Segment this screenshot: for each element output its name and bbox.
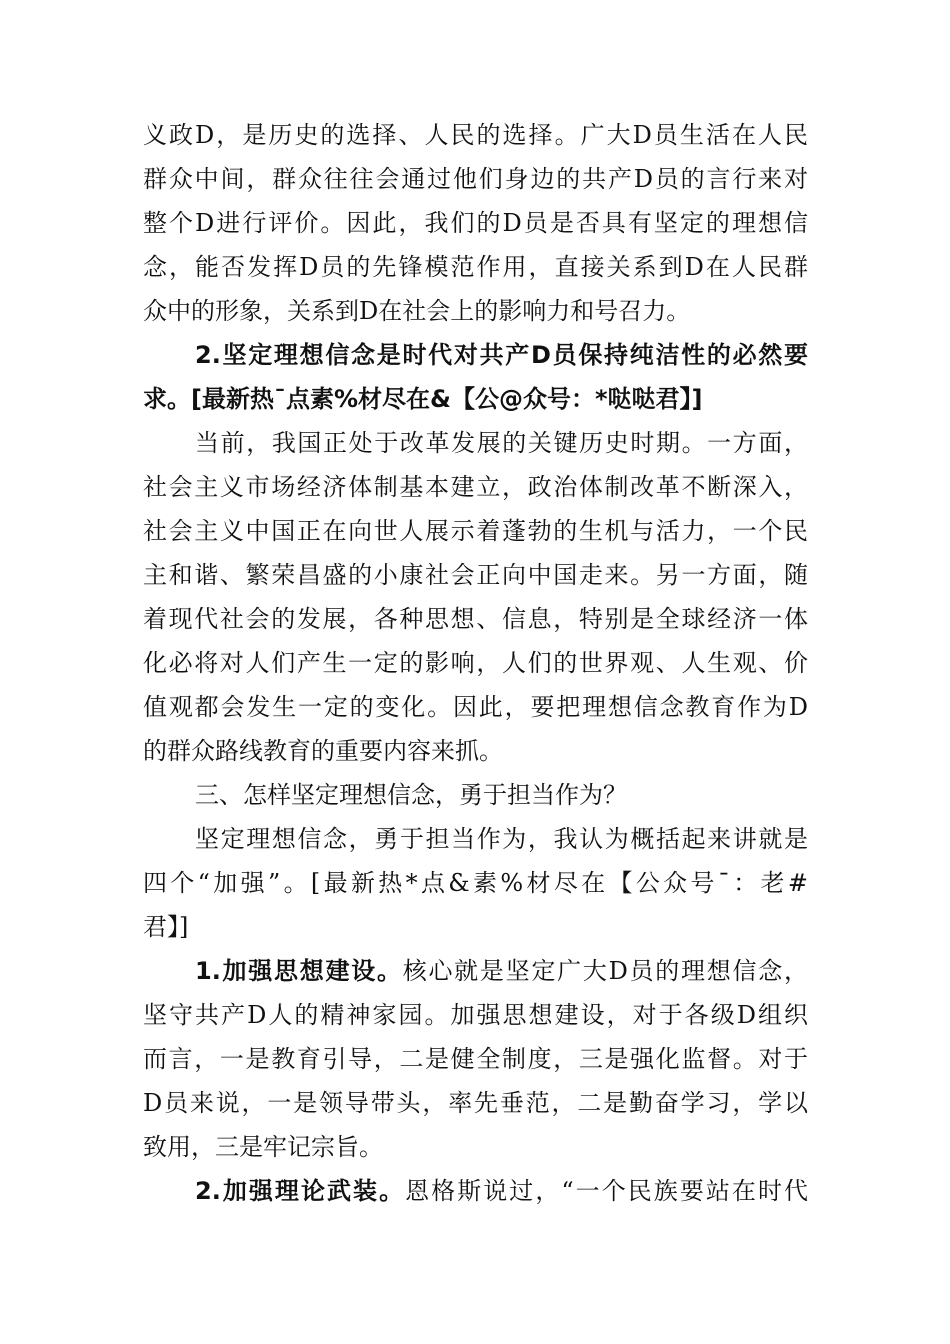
text-line: 的群众路线教育的重要内容来抓。 [143,737,503,765]
section-heading: 求。[最新热¯点素%材尽在&【公@众号：*哒哒君】] [143,385,703,413]
text-line: 值观都会发生一定的变化。因此，要把理想信念教育作为D [143,693,808,721]
text-line: 核心就是坚定广大D员的理想信念， [402,957,808,985]
paragraph-first-line [195,1176,808,1206]
text-line: 社会主义市场经济体制基本建立，政治体制改革不断深入， [143,473,808,501]
text-line: 化必将对人们产生一定的影响，人们的世界观、人生观、价 [143,649,808,677]
text-line: 君】] [143,913,189,941]
text-line: 恩格斯说过，“一个民族要站在时代 [405,1177,808,1205]
text-line: 群众中间，群众往往会通过他们身边的共产D员的言行来对 [143,165,808,193]
text-line: 整个D进行评价。因此，我们的D员是否具有坚定的理想信 [143,209,808,237]
text-line: 社会主义中国正在向世人展示着蓬勃的生机与活力，一个民 [143,517,808,545]
paragraph-heading: 1.加强思想建设。 [195,957,403,985]
text-line: 着现代社会的发展，各种思想、信息，特别是全球经济一体 [143,605,808,633]
text-line: 四个“加强”。[最新热*点&素%材尽在【公众号¯：老# [143,869,808,897]
paragraph-first-line [195,956,808,986]
text-line: 致用，三是牢记宗旨。 [143,1133,383,1161]
paragraph-heading: 2.加强理论武装。 [195,1177,406,1205]
text-line: D员来说，一是领导带头，率先垂范，二是勤奋学习，学以 [143,1089,808,1117]
text-line: 主和谐、繁荣昌盛的小康社会正向中国走来。另一方面，随 [143,561,808,589]
text-line: 义政D，是历史的选择、人民的选择。广大D员生活在人民 [143,121,808,149]
section-heading: 三、怎样坚定理想信念，勇于担当作为？ [195,781,627,809]
text-line: 坚守共产D人的精神家园。加强思想建设，对于各级D组织 [143,1001,808,1029]
text-line: 坚定理想信念，勇于担当作为，我认为概括起来讲就是 [195,825,808,853]
text-line: 当前，我国正处于改革发展的关键历史时期。一方面， [195,429,808,457]
text-line: 念，能否发挥D员的先锋模范作用，直接关系到D在人民群 [143,253,808,281]
text-line: 众中的形象，关系到D在社会上的影响力和号召力。 [143,297,691,325]
section-heading: 2.坚定理想信念是时代对共产D员保持纯洁性的必然要 [195,341,808,369]
text-line: 而言，一是教育引导，二是健全制度，三是强化监督。对于 [143,1045,808,1073]
